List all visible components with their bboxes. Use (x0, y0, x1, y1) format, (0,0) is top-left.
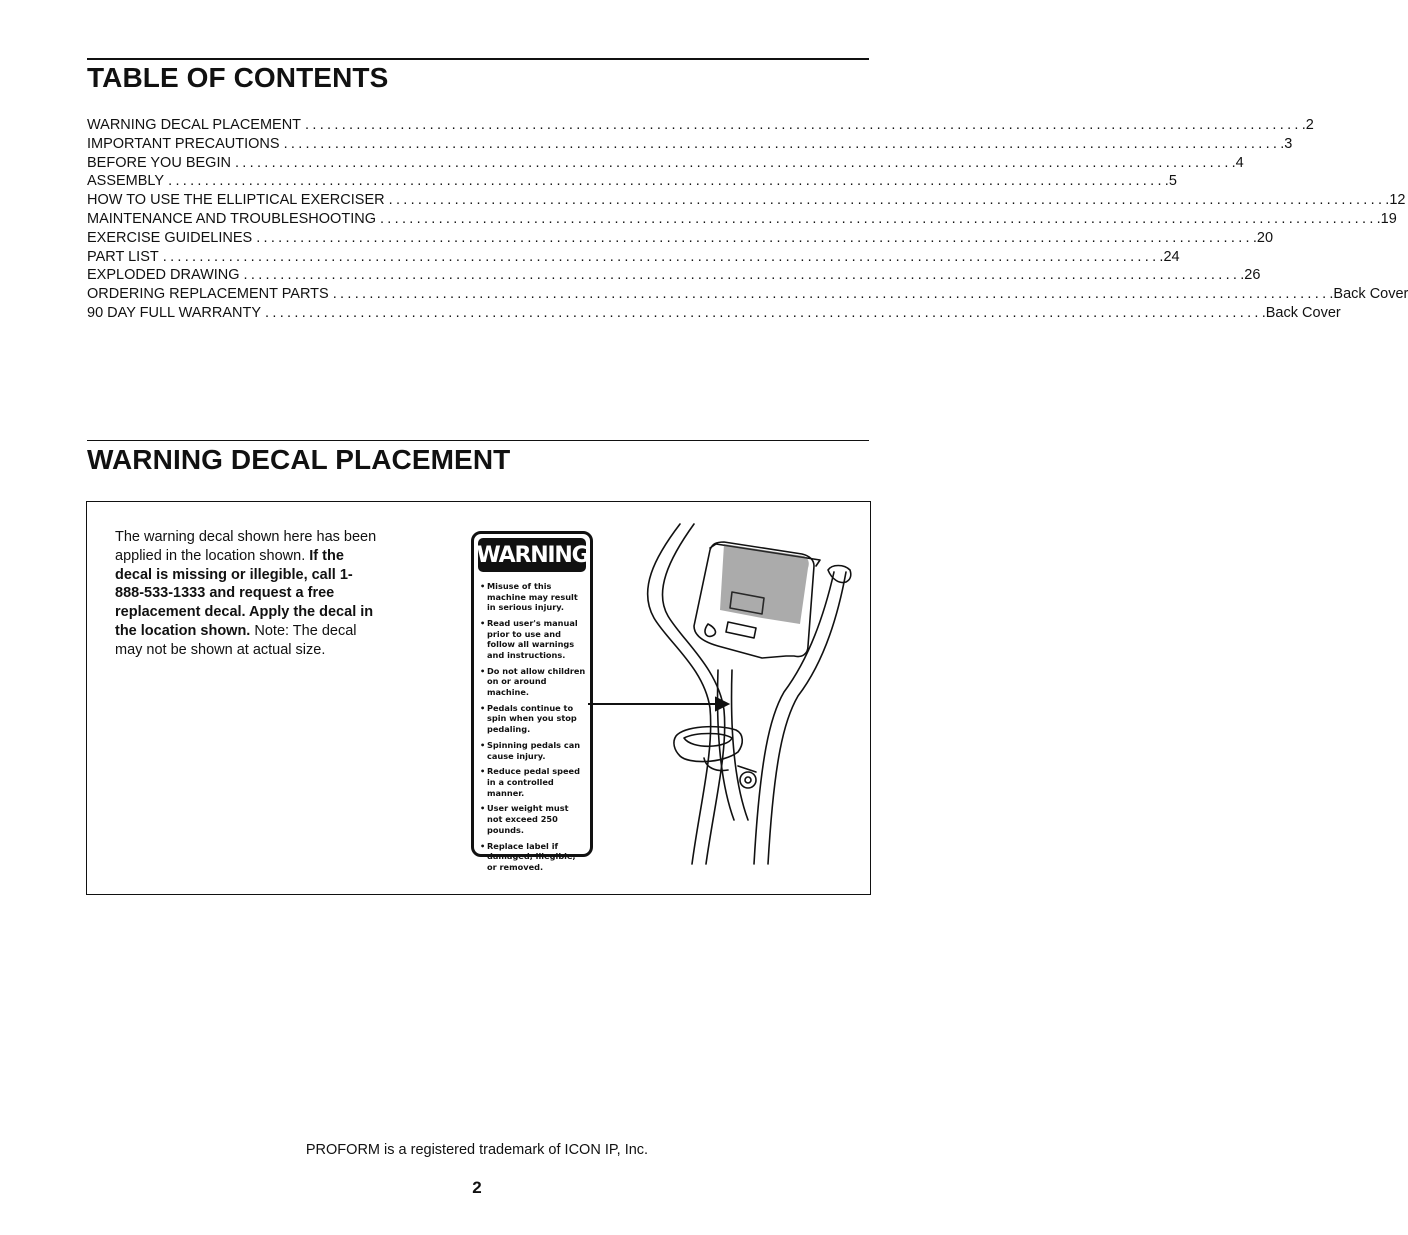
toc-leader: ........................................................................................................................................ (283, 135, 1281, 152)
decal-description (115, 528, 377, 660)
warning-decal-item: • Reduce pedal speed in a controlled manner. (480, 766, 586, 798)
toc-entry-page: .5 (1164, 173, 1177, 190)
toc-leader: ........................................................................................................................................ (243, 267, 1241, 284)
toc-entry-title: HOW TO USE THE ELLIPTICAL EXERCISER (87, 192, 385, 209)
toc-entry[interactable] (87, 304, 1341, 324)
toc-leader: ........................................................................................................................................ (305, 117, 1302, 133)
toc-entry-page: .Back Cover (1261, 304, 1341, 321)
decal-size-note: Note: The decal may not be shown at actual size. (115, 622, 357, 658)
toc-entry[interactable] (87, 135, 1293, 155)
toc-leader: ........................................................................................................................................ (162, 248, 1160, 265)
toc-entry[interactable] (87, 267, 1261, 286)
toc-entry-title: IMPORTANT PRECAUTIONS (87, 135, 280, 152)
toc-leader: ........................................................................................................................................ (388, 192, 1386, 209)
toc-entry-page: .26 (1240, 267, 1261, 284)
toc-entry[interactable] (87, 117, 1314, 136)
decal-description-intro: The warning decal shown here has been applied in the location shown. (115, 529, 377, 564)
section-rule (87, 440, 869, 441)
toc-entry-page: .12 (1385, 192, 1406, 209)
toc-leader: ........................................................................................................................................ (168, 173, 1165, 190)
toc-leader: ........................................................................................................................................ (256, 229, 1253, 246)
decal-replacement-instructions: If the decal is missing or illegible, call 1-888-533-1333 and request a free replacement decal. Apply the decal in the location shown. (115, 547, 374, 639)
toc-entry-page: .4 (1231, 154, 1244, 171)
table-of-contents (87, 117, 1408, 324)
toc-entry-page: .19 (1376, 210, 1397, 227)
toc-entry[interactable] (87, 154, 1244, 174)
elliptical-machine-illustration (588, 520, 870, 870)
trademark-note: PROFORM is a registered trademark of ICON IP, Inc. (305, 1142, 649, 1158)
warning-decal-item: • Spinning pedals can cause injury. (480, 740, 586, 761)
toc-entry-title: PART LIST (87, 248, 159, 265)
warning-decal-item: • Do not allow children on or around machine. (480, 666, 586, 698)
toc-entry[interactable] (87, 210, 1397, 230)
toc-entry-title: BEFORE YOU BEGIN (87, 154, 231, 171)
toc-entry[interactable] (87, 286, 1408, 305)
toc-entry-title: 90 DAY FULL WARRANTY (87, 304, 262, 321)
toc-entry[interactable] (87, 192, 1406, 211)
toc-entry-title: WARNING DECAL PLACEMENT (87, 117, 302, 133)
toc-entry-page: .Back Cover (1329, 286, 1408, 303)
toc-entry[interactable] (87, 248, 1180, 268)
toc-leader: ........................................................................................................................................ (265, 304, 1262, 321)
toc-entry-title: ORDERING REPLACEMENT PARTS (87, 286, 329, 303)
top-rule (87, 58, 869, 60)
warning-decal-item: • Replace label if damaged, illegible, or removed. (480, 841, 586, 873)
warning-decal-item: • Read user's manual prior to use and follow all warnings and instructions. (480, 618, 586, 660)
toc-entry-page: .24 (1159, 248, 1180, 265)
toc-entry-title: EXERCISE GUIDELINES (87, 229, 253, 246)
toc-leader: ........................................................................................................................................ (379, 210, 1377, 227)
warning-decal (471, 531, 593, 872)
toc-entry[interactable] (87, 173, 1177, 192)
toc-entry-page: .2 (1301, 117, 1314, 133)
warning-decal-header (476, 538, 589, 572)
warning-decal-item: • User weight must not exceed 250 pounds. (480, 803, 586, 835)
warning-decal-item: • Misuse of this machine may result in serious injury. (480, 581, 586, 613)
toc-entry-title: EXPLODED DRAWING (87, 267, 240, 284)
toc-heading: TABLE OF CONTENTS (87, 62, 389, 93)
warning-decal-item: • Pedals continue to spin when you stop pedaling. (480, 703, 586, 735)
warning-decal-title: WARNING (476, 542, 589, 568)
toc-leader: ........................................................................................................................................ (332, 286, 1330, 303)
page-number: 2 (472, 1178, 482, 1197)
warning-decal-heading: WARNING DECAL PLACEMENT (87, 444, 511, 475)
toc-entry-page: .20 (1252, 229, 1274, 246)
toc-entry[interactable] (87, 229, 1274, 249)
toc-entry-title: MAINTENANCE AND TROUBLESHOOTING (87, 210, 376, 227)
toc-entry-page: .3 (1280, 135, 1293, 152)
warning-decal-list (480, 581, 586, 872)
toc-entry-title: ASSEMBLY (87, 173, 165, 190)
toc-leader: ........................................................................................................................................ (234, 154, 1232, 171)
